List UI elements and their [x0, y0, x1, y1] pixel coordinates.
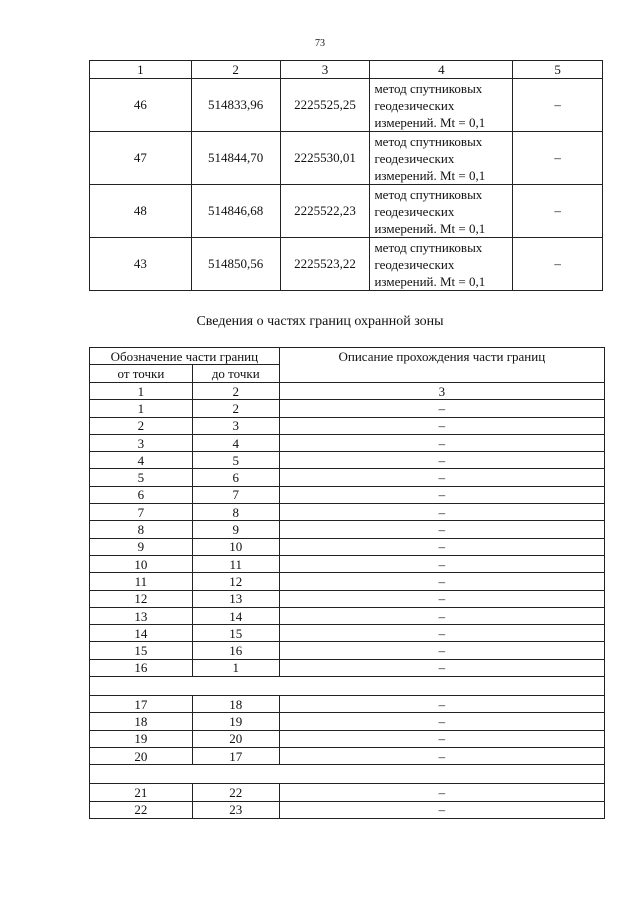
table-row	[90, 400, 605, 417]
desc-cell: –	[279, 642, 604, 659]
from-cell: 7	[90, 504, 193, 521]
table-row	[90, 538, 605, 555]
note-cell: –	[513, 132, 603, 185]
from-cell: 22	[90, 801, 193, 818]
page-number: 73	[315, 38, 325, 49]
desc-cell: –	[279, 625, 604, 642]
from-cell: 9	[90, 538, 193, 555]
table-row	[90, 659, 605, 676]
header-cell: 3	[280, 61, 370, 79]
desc-cell: –	[279, 486, 604, 503]
desc-cell: –	[279, 400, 604, 417]
method-cell	[370, 238, 513, 291]
from-cell: 20	[90, 747, 193, 764]
to-cell: 16	[192, 642, 279, 659]
table-row	[90, 434, 605, 451]
from-cell: 12	[90, 590, 193, 607]
header-group-cell: Обозначение части границ	[90, 348, 280, 365]
to-cell: 13	[192, 590, 279, 607]
to-cell: 11	[192, 555, 279, 572]
point-cell: 47	[90, 132, 192, 185]
desc-cell: –	[279, 434, 604, 451]
point-cell: 46	[90, 79, 192, 132]
from-cell: 16	[90, 659, 193, 676]
to-cell: 1	[192, 659, 279, 676]
to-cell: 23	[192, 801, 279, 818]
header-cell: 1	[90, 61, 192, 79]
to-cell: 3	[192, 417, 279, 434]
to-cell: 14	[192, 607, 279, 624]
to-cell: 4	[192, 434, 279, 451]
x-cell: 514850,56	[191, 238, 280, 291]
method-cell	[370, 185, 513, 238]
from-cell: 5	[90, 469, 193, 486]
desc-cell: –	[279, 538, 604, 555]
table-row	[90, 238, 603, 291]
desc-cell: –	[279, 417, 604, 434]
column-number-row	[90, 383, 605, 400]
to-cell: 20	[192, 730, 279, 747]
from-cell: 10	[90, 555, 193, 572]
x-cell: 514833,96	[191, 79, 280, 132]
y-cell: 2225525,25	[280, 79, 370, 132]
group-separator-row	[90, 677, 605, 696]
table-row	[90, 713, 605, 730]
boundary-parts-table	[89, 347, 605, 819]
desc-cell: –	[279, 713, 604, 730]
table-row	[90, 486, 605, 503]
table-row	[90, 417, 605, 434]
note-cell: –	[513, 185, 603, 238]
table-row	[90, 132, 603, 185]
header-row	[90, 61, 603, 79]
section-title: Сведения о частях границ охранной зоны	[196, 314, 444, 329]
desc-cell: –	[279, 747, 604, 764]
to-cell: 10	[192, 538, 279, 555]
from-cell: 17	[90, 696, 193, 713]
x-cell: 514844,70	[191, 132, 280, 185]
from-cell: 21	[90, 784, 193, 801]
desc-cell: –	[279, 504, 604, 521]
table-row	[90, 452, 605, 469]
to-cell: 17	[192, 747, 279, 764]
desc-cell: –	[279, 730, 604, 747]
to-cell: 6	[192, 469, 279, 486]
method-line: геодезических	[374, 203, 455, 219]
desc-cell: –	[279, 521, 604, 538]
desc-cell: –	[279, 659, 604, 676]
method-line: геодезических	[374, 256, 455, 272]
to-cell: 18	[192, 696, 279, 713]
table-row	[90, 590, 605, 607]
table-row	[90, 185, 603, 238]
from-cell: 4	[90, 452, 193, 469]
to-cell: 8	[192, 504, 279, 521]
table-row	[90, 642, 605, 659]
from-cell: 15	[90, 642, 193, 659]
y-cell: 2225523,22	[280, 238, 370, 291]
group-separator-cell	[90, 765, 605, 784]
to-cell: 22	[192, 784, 279, 801]
table-row	[90, 79, 603, 132]
desc-cell: –	[279, 573, 604, 590]
table-row	[90, 747, 605, 764]
table-row	[90, 801, 605, 818]
table-row	[90, 784, 605, 801]
colnum-cell: 2	[192, 383, 279, 400]
x-cell: 514846,68	[191, 185, 280, 238]
table-row	[90, 469, 605, 486]
header-cell: 2	[191, 61, 280, 79]
to-cell: 9	[192, 521, 279, 538]
method-line: измерений. Mt = 0,1	[374, 167, 486, 183]
method-line: геодезических	[374, 150, 455, 166]
desc-cell: –	[279, 801, 604, 818]
desc-cell: –	[279, 469, 604, 486]
header-cell: 5	[513, 61, 603, 79]
from-cell: 19	[90, 730, 193, 747]
from-cell: 1	[90, 400, 193, 417]
from-cell: 14	[90, 625, 193, 642]
desc-cell: –	[279, 452, 604, 469]
group-separator-cell	[90, 677, 605, 696]
method-line: метод спутниковых	[374, 80, 483, 96]
point-cell: 48	[90, 185, 192, 238]
y-cell: 2225530,01	[280, 132, 370, 185]
method-line: измерений. Mt = 0,1	[374, 114, 486, 130]
table-row	[90, 504, 605, 521]
from-cell: 8	[90, 521, 193, 538]
colnum-cell: 1	[90, 383, 193, 400]
to-cell: 12	[192, 573, 279, 590]
from-cell: 18	[90, 713, 193, 730]
desc-cell: –	[279, 784, 604, 801]
table-row	[90, 696, 605, 713]
header-from-cell: от точки	[90, 365, 193, 383]
method-line: измерений. Mt = 0,1	[374, 220, 486, 236]
to-cell: 2	[192, 400, 279, 417]
from-cell: 2	[90, 417, 193, 434]
method-cell	[370, 79, 513, 132]
header-desc-cell: Описание прохождения части границ	[279, 348, 604, 383]
header-cell: 4	[370, 61, 513, 79]
from-cell: 11	[90, 573, 193, 590]
table-row	[90, 607, 605, 624]
method-line: метод спутниковых	[374, 133, 483, 149]
table-row	[90, 625, 605, 642]
header-to-cell: до точки	[192, 365, 279, 383]
desc-cell: –	[279, 607, 604, 624]
from-cell: 3	[90, 434, 193, 451]
to-cell: 19	[192, 713, 279, 730]
point-cell: 43	[90, 238, 192, 291]
group-separator-row	[90, 765, 605, 784]
method-line: геодезических	[374, 97, 455, 113]
table-row	[90, 555, 605, 572]
from-cell: 13	[90, 607, 193, 624]
desc-cell: –	[279, 696, 604, 713]
to-cell: 7	[192, 486, 279, 503]
y-cell: 2225522,23	[280, 185, 370, 238]
method-line: метод спутниковых	[374, 239, 483, 255]
table-row	[90, 730, 605, 747]
method-line: метод спутниковых	[374, 186, 483, 202]
note-cell: –	[513, 238, 603, 291]
table-row	[90, 521, 605, 538]
desc-cell: –	[279, 590, 604, 607]
coordinates-table	[89, 60, 603, 291]
table-row	[90, 573, 605, 590]
header-row	[90, 348, 605, 365]
to-cell: 5	[192, 452, 279, 469]
colnum-cell: 3	[279, 383, 604, 400]
desc-cell: –	[279, 555, 604, 572]
from-cell: 6	[90, 486, 193, 503]
to-cell: 15	[192, 625, 279, 642]
method-line: измерений. Mt = 0,1	[374, 273, 486, 289]
note-cell: –	[513, 79, 603, 132]
method-cell	[370, 132, 513, 185]
